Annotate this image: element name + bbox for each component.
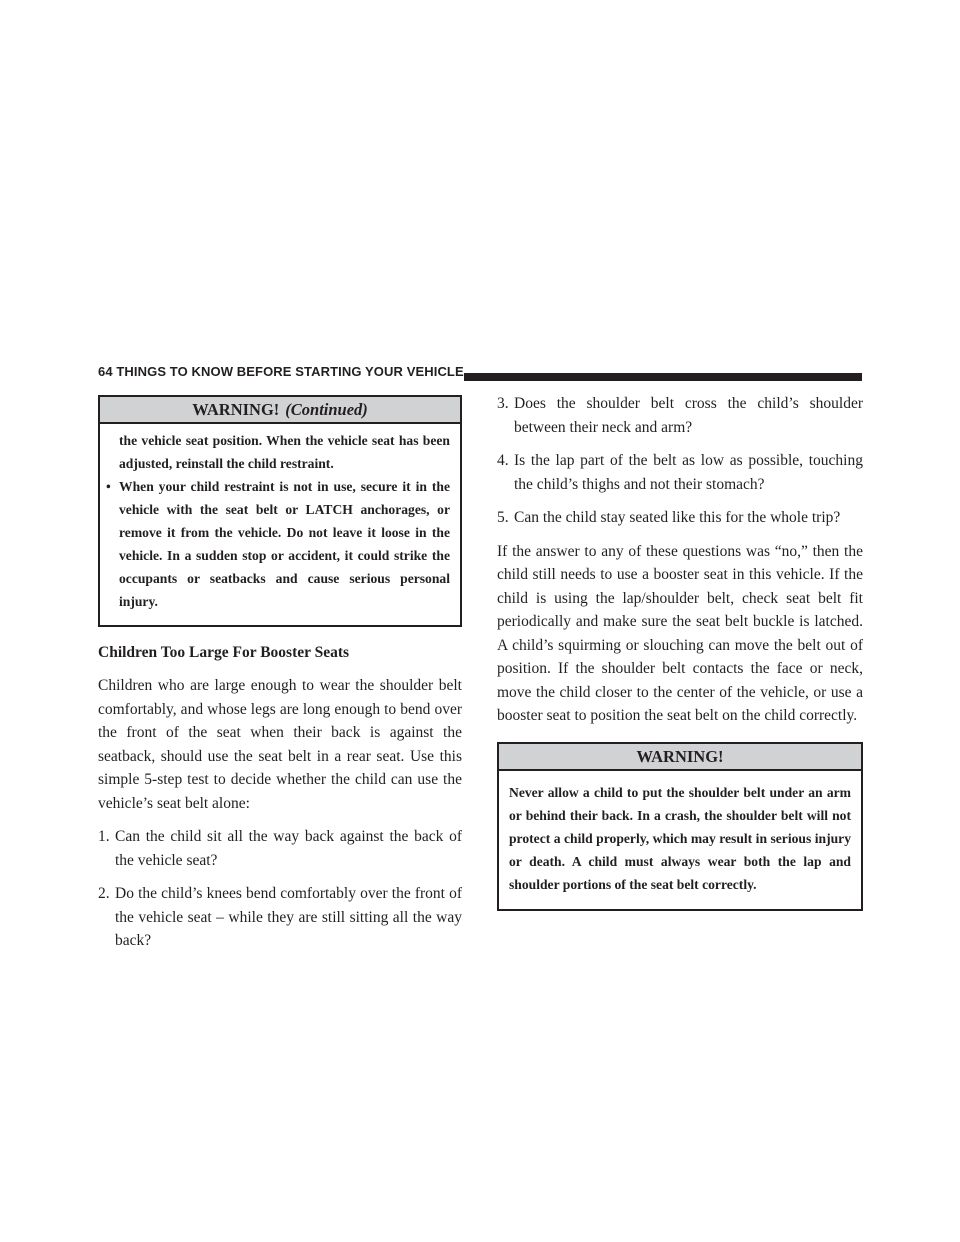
step-text: Is the lap part of the belt as low as possible, touching the child’s thighs and not their stomach? bbox=[514, 452, 863, 493]
warning-continued-header bbox=[100, 397, 460, 424]
warning-title: WARNING! bbox=[636, 746, 724, 766]
step-number: 2. bbox=[98, 885, 110, 902]
step-text: Can the child stay seated like this for the whole trip? bbox=[514, 509, 841, 526]
continued-label: (Continued) bbox=[285, 400, 368, 419]
warning-header bbox=[499, 744, 861, 771]
step-text: Can the child sit all the way back against the back of the vehicle seat? bbox=[115, 828, 462, 869]
warning-bullet-text: When your child restraint is not in use, secure it in the vehicle with the seat belt or LATCH anchorages, or remove it from the vehicle. Do not leave it loose in the vehicle. In a sudden stop or accident, it could strike the occupants or seatbacks and cause serious personal injury. bbox=[119, 479, 450, 609]
step-item bbox=[98, 882, 462, 953]
warning-bullet bbox=[106, 475, 450, 613]
left-column bbox=[98, 395, 462, 963]
step-number: 4. bbox=[497, 452, 509, 469]
step-item bbox=[497, 449, 863, 496]
header-rule bbox=[464, 373, 862, 381]
step-item bbox=[497, 506, 863, 530]
section-intro: Children who are large enough to wear the shoulder belt comfortably, and whose legs are long enough to bend over the front of the seat when their back is against the seatback, should use the seat belt in a rear seat. Use this simple 5-step test to decide whether the child can use the vehicle’s seat belt alone: bbox=[98, 677, 462, 812]
section-conclusion: If the answer to any of these questions was “no,” then the child still needs to use a booster seat in this vehicle. If the child is using the lap/shoulder belt, check seat belt fit periodically and make sure the seat belt buckle is latched. A child’s squirming or slouching can move the belt out of position. If the shoulder belt contacts the face or neck, move the child closer to the center of the vehicle, or use a booster seat to position the seat belt on the child correctly. bbox=[497, 542, 863, 724]
step-number: 5. bbox=[497, 509, 509, 526]
warning-box bbox=[497, 742, 863, 911]
step-number: 1. bbox=[98, 828, 110, 845]
warning-continued-line: the vehicle seat position. When the vehicle seat has been adjusted, reinstall the child restraint. bbox=[119, 433, 450, 471]
bullet-mark: • bbox=[106, 479, 111, 494]
step-item bbox=[98, 825, 462, 872]
step-text: Does the shoulder belt cross the child’s shoulder between their neck and arm? bbox=[514, 395, 863, 436]
warning-title: WARNING! bbox=[192, 400, 280, 419]
page-header bbox=[98, 364, 862, 386]
warning-body: Never allow a child to put the shoulder belt under an arm or behind their back. In a crash, the shoulder belt will not protect a child properly, which may result in serious injury or death. A child must always wear both the lap and shoulder portions of the seat belt correctly. bbox=[509, 784, 851, 892]
page-header-text: 64 THINGS TO KNOW BEFORE STARTING YOUR VEHICLE bbox=[98, 364, 464, 379]
right-column bbox=[497, 392, 863, 911]
step-text: Do the child’s knees bend comfortably over the front of the vehicle seat – while they are still sitting all the way back? bbox=[115, 885, 462, 949]
warning-continued-box bbox=[98, 395, 462, 627]
step-item bbox=[497, 392, 863, 439]
section-heading: Children Too Large For Booster Seats bbox=[98, 644, 350, 661]
step-number: 3. bbox=[497, 395, 509, 412]
warning-continued-body bbox=[100, 424, 460, 625]
